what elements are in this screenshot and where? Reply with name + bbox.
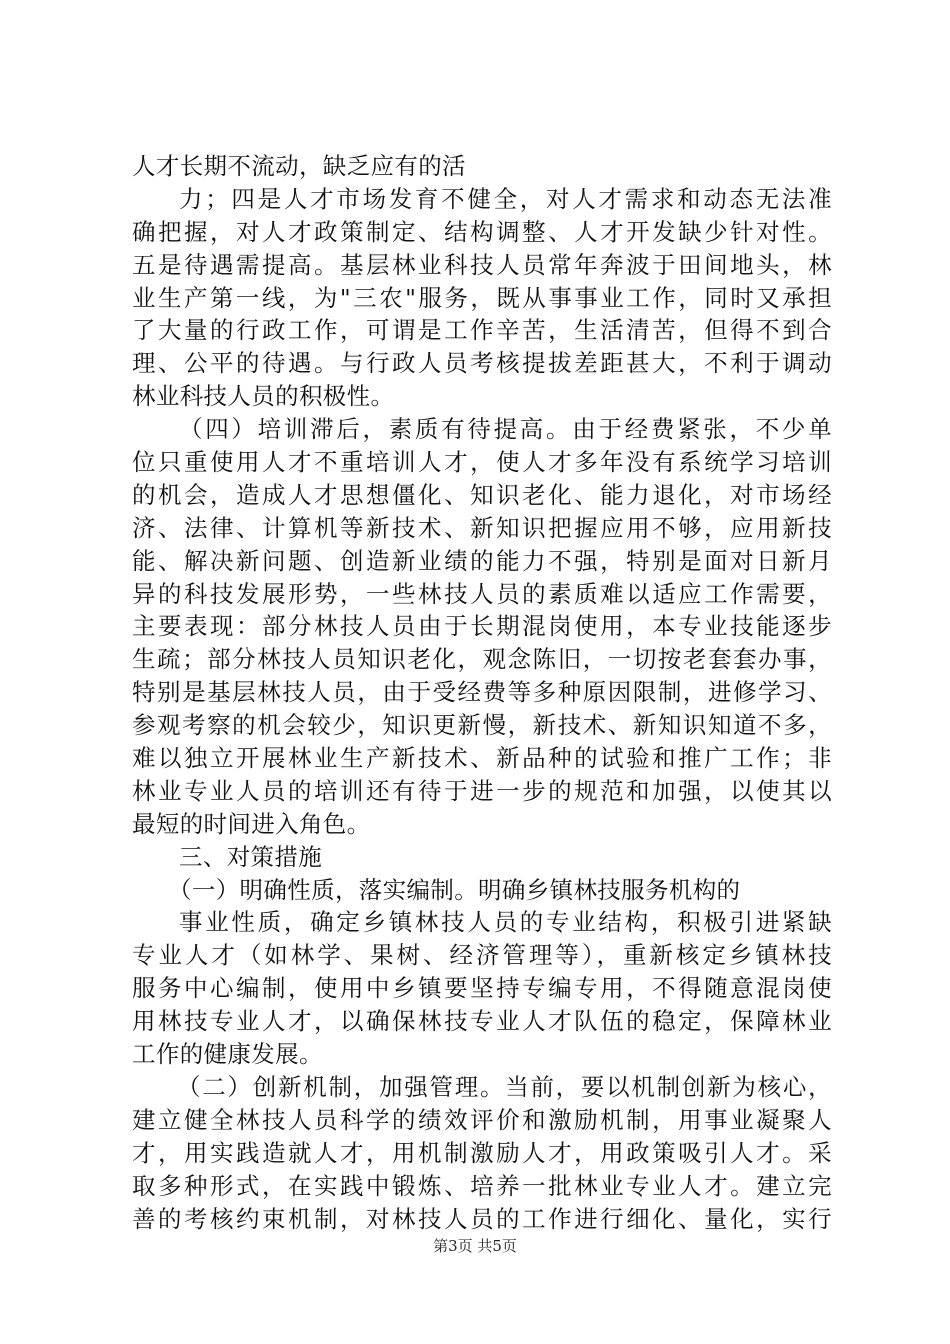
text-line: （二）创新机制，加强管理。当前，要以机制创新为核心， bbox=[177, 1072, 832, 1101]
text-line: 特别是基层林技人员，由于受经费等多种原因限制，进修学习、 bbox=[132, 678, 832, 707]
text-line: 林业科技人员的积极性。 bbox=[132, 382, 395, 411]
text-line: 确把握，对人才政策制定、结构调整、人才开发缺少针对性。 bbox=[132, 217, 832, 246]
text-line: 才，用实践造就人才，用机制激励人才，用政策吸引人才。采 bbox=[132, 1138, 832, 1167]
text-line: 的机会，造成人才思想僵化、知识老化、能力退化，对市场经 bbox=[132, 480, 832, 509]
text-line: 主要表现：部分林技人员由于长期混岗使用，本专业技能逐步 bbox=[132, 612, 832, 641]
text-line: 难以独立开展林业生产新技术、新品种的试验和推广工作；非 bbox=[132, 744, 832, 773]
text-line: 工作的健康发展。 bbox=[132, 1040, 323, 1069]
text-line: 善的考核约束机制，对林技人员的工作进行细化、量化，实行 bbox=[132, 1204, 832, 1233]
text-line: 了大量的行政工作，可谓是工作辛苦，生活清苦，但得不到合 bbox=[132, 316, 832, 345]
text-line: 服务中心编制，使用中乡镇要坚持专编专用，不得随意混岗使 bbox=[132, 974, 832, 1003]
text-line: 林业专业人员的培训还有待于进一步的规范和加强，以使其以 bbox=[132, 776, 832, 805]
text-line: 业生产第一线，为"三农"服务，既从事事业工作，同时又承担 bbox=[132, 283, 832, 312]
text-line: 济、法律、计算机等新技术、新知识把握应用不够，应用新技 bbox=[132, 513, 832, 542]
text-line: 五是待遇需提高。基层林业科技人员常年奔波于田间地头，林 bbox=[132, 250, 832, 279]
text-line: （四）培训滞后，素质有待提高。由于经费紧张，不少单 bbox=[179, 415, 832, 444]
text-line: 理、公平的待遇。与行政人员考核提拔差距甚大，不利于调动 bbox=[132, 349, 832, 378]
text-line: 建立健全林技人员科学的绩效评价和激励机制，用事业凝聚人 bbox=[132, 1105, 832, 1134]
text-line: 生疏；部分林技人员知识老化，观念陈旧，一切按老套套办事， bbox=[132, 645, 832, 674]
text-line: （一）明确性质，落实编制。明确乡镇林技服务机构的 bbox=[168, 875, 741, 904]
text-line: 专业人才（如林学、果树、经济管理等），重新核定乡镇林技 bbox=[132, 941, 832, 970]
text-line: 人才长期不流动，缺乏应有的活 bbox=[132, 152, 466, 180]
text-line: 力；四是人才市场发育不健全，对人才需求和动态无法准 bbox=[179, 184, 832, 213]
body-text bbox=[132, 150, 832, 1235]
text-line: 最短的时间进入角色。 bbox=[132, 809, 371, 838]
text-line: 参观考察的机会较少，知识更新慢，新技术、新知识知道不多， bbox=[132, 711, 832, 740]
text-line: 位只重使用人才不重培训人才，使人才多年没有系统学习培训 bbox=[132, 448, 832, 477]
text-line: 能、解决新问题、创造新业绩的能力不强，特别是面对日新月 bbox=[132, 546, 832, 575]
page-number-footer: 第3页 共5页 bbox=[433, 1237, 517, 1255]
text-line: 事业性质，确定乡镇林技人员的专业结构，积极引进紧缺 bbox=[179, 908, 832, 937]
text-line: 三、对策措施 bbox=[179, 842, 323, 871]
text-line: 异的科技发展形势，一些林技人员的素质难以适应工作需要， bbox=[132, 579, 832, 608]
text-line: 取多种形式，在实践中锻炼、培养一批林业专业人才。建立完 bbox=[132, 1171, 832, 1200]
text-line: 用林技专业人才，以确保林技专业人才队伍的稳定，保障林业 bbox=[132, 1007, 832, 1036]
